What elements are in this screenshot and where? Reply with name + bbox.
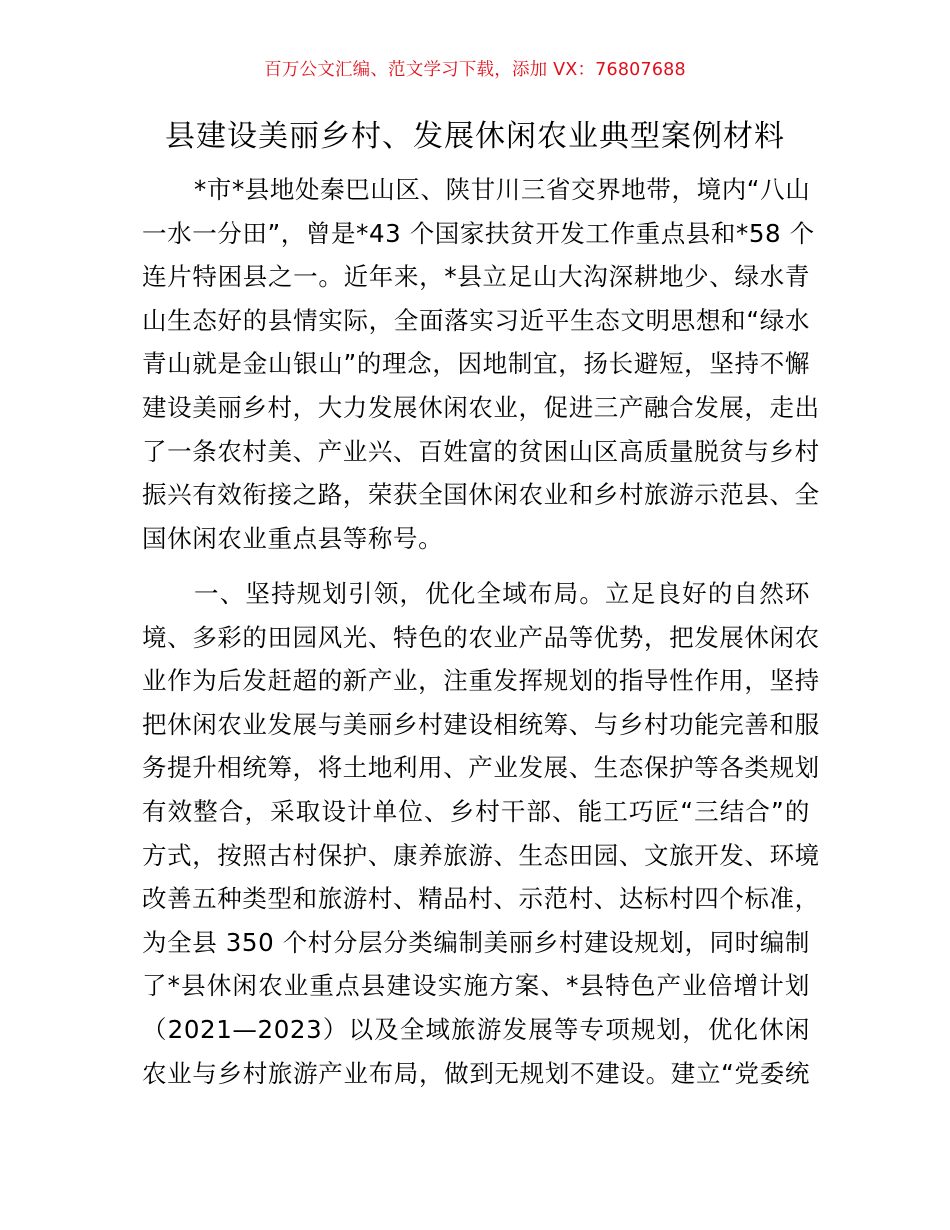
text-line: 改善五种类型和旅游村、精品村、示范村、达标村四个标准， — [142, 884, 820, 914]
document-title: 县建设美丽乡村、发展休闲农业典型案例材料 — [165, 119, 785, 154]
text-line: 方式，按照古村保护、康养旅游、生态田园、文旅开发、环境 — [142, 840, 820, 870]
text-line: 振兴有效衔接之路，荣获全国休闲农业和乡村旅游示范县、全 — [142, 480, 820, 510]
text-line: （2021—2023）以及全域旅游发展等专项规划，优化休闲 — [142, 1014, 810, 1044]
text-line: 务提升相统筹，将土地利用、产业发展、生态保护等各类规划 — [142, 753, 820, 783]
text-line: 有效整合，采取设计单位、乡村干部、能工巧匠“三结合”的 — [142, 796, 810, 826]
text-line: 山生态好的县情实际，全面落实习近平生态文明思想和“绿水 — [142, 305, 810, 335]
text-line: *市*县地处秦巴山区、陕甘川三省交界地带，境内“八山 — [194, 175, 811, 204]
text-line: 青山就是金山银山”的理念，因地制宜，扬长避短，坚持不懈 — [142, 349, 810, 379]
text-line: 境、多彩的田园风光、特色的农业产品等优势，把发展休闲农 — [142, 622, 820, 652]
text-line: 了*县休闲农业重点县建设实施方案、*县特色产业倍增计划 — [142, 971, 810, 1001]
text-line: 为全县 350 个村分层分类编制美丽乡村建设规划，同时编制 — [142, 927, 810, 957]
text-line: 业作为后发赶超的新产业，注重发挥规划的指导性作用，坚持 — [142, 666, 820, 696]
paragraph-section-1 — [142, 572, 820, 1095]
text-line: 把休闲农业发展与美丽乡村建设相统筹、与乡村功能完善和服 — [142, 709, 820, 739]
paragraph-intro — [142, 168, 820, 560]
watermark-header: 百万公文汇编、范文学习下载，添加 VX：76807688 — [264, 60, 686, 80]
text-line: 一水一分田”，曾是*43 个国家扶贫开发工作重点县和*58 个 — [142, 218, 815, 248]
text-line: 了一条农村美、产业兴、百姓富的贫困山区高质量脱贫与乡村 — [142, 436, 820, 466]
text-line: 农业与乡村旅游产业布局，做到无规划不建设。建立“党委统 — [142, 1058, 810, 1088]
text-line: 连片特困县之一。近年来，*县立足山大沟深耕地少、绿水青 — [142, 262, 810, 292]
section-heading-line: 一、坚持规划引领，优化全域布局。立足良好的自然环 — [194, 579, 810, 608]
text-line: 国休闲农业重点县等称号。 — [142, 523, 444, 553]
text-line: 建设美丽乡村，大力发展休闲农业，促进三产融合发展，走出 — [142, 392, 820, 422]
